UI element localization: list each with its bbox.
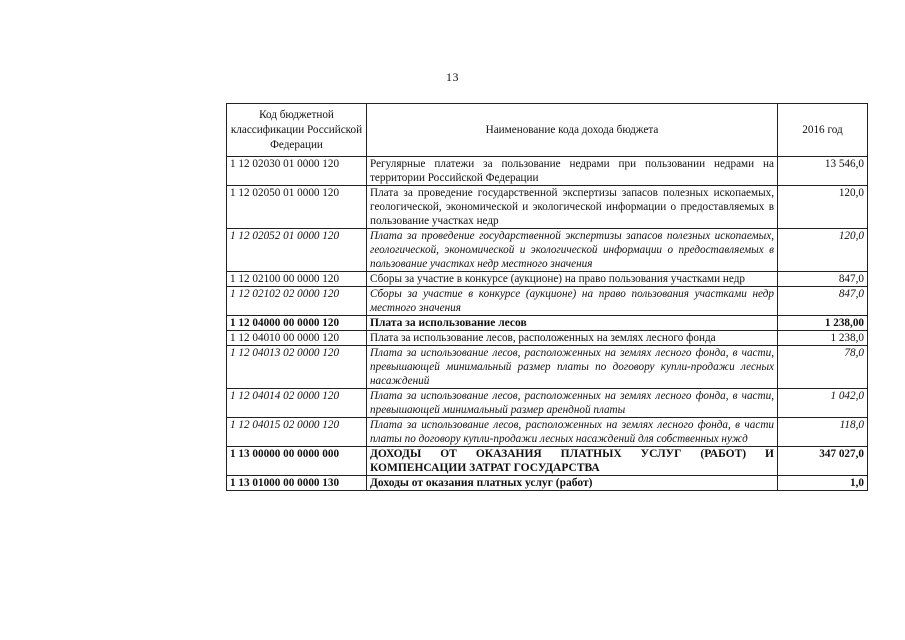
row-code: 1 12 02030 01 0000 120 (227, 157, 367, 186)
row-amount: 78,0 (778, 346, 868, 389)
table-row (227, 272, 868, 287)
row-code: 1 13 01000 00 0000 130 (227, 476, 367, 491)
row-name: Плата за проведение государственной экспертизы запасов полезных ископаемых, геологической, экономической и экологической информации о предоставляемых в пользование участках недр (367, 186, 778, 229)
row-name: Плата за проведение государственной экспертизы запасов полезных ископаемых, геологической, экономической и экологической информации о предоставляемых в пользование участках недр местного значения (367, 229, 778, 272)
row-code: 1 12 02052 01 0000 120 (227, 229, 367, 272)
row-code: 1 12 04000 00 0000 120 (227, 316, 367, 331)
row-name: Плата за использование лесов, расположенных на землях лесного фонда (367, 331, 778, 346)
header-year: 2016 год (778, 104, 868, 157)
row-code: 1 12 02100 00 0000 120 (227, 272, 367, 287)
row-name: Плата за использование лесов, расположенных на землях лесного фонда, в части, превышающей минимальный размер арендной платы (367, 389, 778, 418)
table-row (227, 331, 868, 346)
row-code: 1 13 00000 00 0000 000 (227, 447, 367, 476)
row-code: 1 12 02050 01 0000 120 (227, 186, 367, 229)
row-amount: 1 238,0 (778, 331, 868, 346)
table-row (227, 316, 868, 331)
table-row (227, 447, 868, 476)
row-code: 1 12 04015 02 0000 120 (227, 418, 367, 447)
row-amount: 347 027,0 (778, 447, 868, 476)
table-row (227, 287, 868, 316)
row-name: ДОХОДЫ ОТ ОКАЗАНИЯ ПЛАТНЫХ УСЛУГ (РАБОТ) И КОМПЕНСАЦИИ ЗАТРАТ ГОСУДАРСТВА (367, 447, 778, 476)
row-amount: 1 238,00 (778, 316, 868, 331)
row-amount: 847,0 (778, 287, 868, 316)
row-code: 1 12 04014 02 0000 120 (227, 389, 367, 418)
row-name: Плата за использование лесов, расположенных на землях лесного фонда, в части, превышающей минимальный размер платы по договору купли-продажи лесных насаждений (367, 346, 778, 389)
row-amount: 120,0 (778, 186, 868, 229)
row-code: 1 12 02102 02 0000 120 (227, 287, 367, 316)
budget-revenue-table (226, 103, 868, 491)
row-name: Регулярные платежи за пользование недрами при пользовании недрами на территории Российской Федерации (367, 157, 778, 186)
row-name: Сборы за участие в конкурсе (аукционе) на право пользования участками недр (367, 272, 778, 287)
table-row (227, 476, 868, 491)
row-code: 1 12 04010 00 0000 120 (227, 331, 367, 346)
row-amount: 13 546,0 (778, 157, 868, 186)
table-row (227, 157, 868, 186)
row-amount: 847,0 (778, 272, 868, 287)
table-row (227, 229, 868, 272)
table-header-row (227, 104, 868, 157)
header-name: Наименование кода дохода бюджета (367, 104, 778, 157)
row-code: 1 12 04013 02 0000 120 (227, 346, 367, 389)
row-amount: 1,0 (778, 476, 868, 491)
row-name: Доходы от оказания платных услуг (работ) (367, 476, 778, 491)
page-number: 13 (446, 70, 459, 84)
row-name: Плата за использование лесов (367, 316, 778, 331)
table-row (227, 186, 868, 229)
row-amount: 1 042,0 (778, 389, 868, 418)
row-name: Плата за использование лесов, расположенных на землях лесного фонда, в части платы по договору купли-продажи лесных насаждений для собственных нужд (367, 418, 778, 447)
row-amount: 120,0 (778, 229, 868, 272)
table-row (227, 418, 868, 447)
table-row (227, 346, 868, 389)
row-amount: 118,0 (778, 418, 868, 447)
table-row (227, 389, 868, 418)
header-code: Код бюджетной классификации Российской Федерации (227, 104, 367, 157)
row-name: Сборы за участие в конкурсе (аукционе) на право пользования участками недр местного значения (367, 287, 778, 316)
